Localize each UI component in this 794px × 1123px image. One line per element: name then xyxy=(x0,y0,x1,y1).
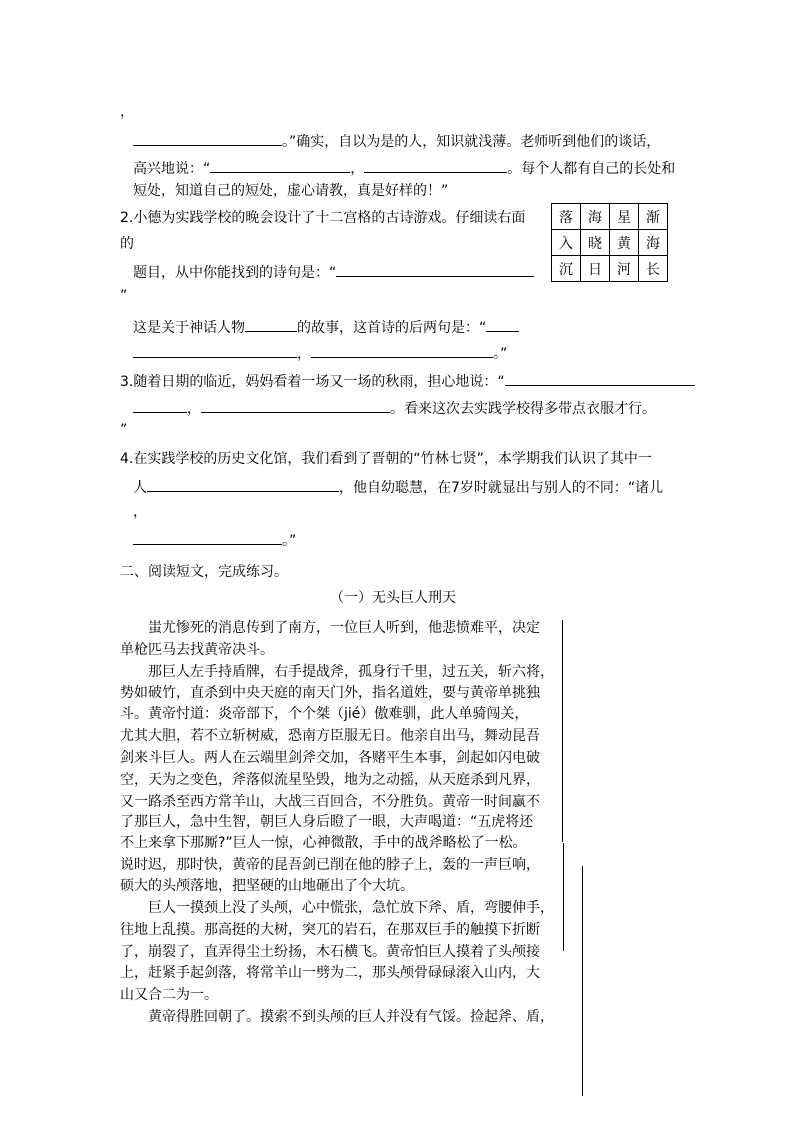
answer-blank[interactable] xyxy=(201,399,390,413)
answer-blank[interactable] xyxy=(336,263,534,277)
q3-line1 xyxy=(120,372,695,388)
q2-text: 。” xyxy=(493,346,508,362)
grid-cell: 星 xyxy=(610,204,639,230)
q3-line2 xyxy=(133,399,656,415)
answer-blank[interactable] xyxy=(147,478,339,492)
q1-comma: ， xyxy=(120,104,134,120)
answer-blank[interactable] xyxy=(210,159,350,173)
passage-line: 硕大的头颅落地，把坚硬的山地砸出了个大坑。 xyxy=(120,878,414,894)
answer-blank[interactable] xyxy=(133,531,282,545)
passage-line: 空，天为之变色，斧落似流星坠毁，地为之动摇，从天庭杀到凡界， xyxy=(120,772,540,788)
q3-line3: ” xyxy=(120,422,128,438)
answer-blank[interactable] xyxy=(245,318,297,332)
grid-cell: 海 xyxy=(581,204,610,230)
margin-rule xyxy=(562,620,563,842)
passage-line: 那巨人左手持盾牌，右手提战斧，孤身行千里，过五关，斩六将， xyxy=(148,664,554,680)
passage-line: 又一路杀至西方常羊山，大战三百回合，不分胜负。黄帝一时间赢不 xyxy=(120,794,540,810)
passage-line: 不上来拿下那厮?”巨人一惊，心神微散，手中的战斧略松了一松。 xyxy=(120,835,527,851)
grid-cell: 渐 xyxy=(639,204,668,230)
poem-grid xyxy=(551,203,668,282)
grid-cell: 沉 xyxy=(552,256,581,282)
q2-line6 xyxy=(133,344,507,360)
grid-cell: 晓 xyxy=(581,230,610,256)
grid-cell: 河 xyxy=(610,256,639,282)
passage-line: 了那巨人，急中生智，朝巨人身后瞪了一眼，大声喝道：“五虎将还 xyxy=(120,814,534,830)
q2-line5 xyxy=(133,318,519,334)
passage-line: 剑来斗巨人。两人在云端里剑斧交加，各赌平生本事，剑起如闪电破 xyxy=(120,750,540,766)
passage-line: 势如破竹，直杀到中央天庭的南天门外，指名道姓，要与黄帝单挑独 xyxy=(120,685,540,701)
q2-text: 题目，从中你能找到的诗句是：“ xyxy=(133,265,337,281)
q2-line2: 的 xyxy=(120,236,134,252)
q4-line2 xyxy=(133,478,663,494)
q2-text: ， xyxy=(297,346,311,362)
q1-text: 高兴地说：“ xyxy=(133,161,211,177)
passage-line: 往地上乱摸。那高挺的大树，突兀的岩石，在那双巨手的触摸下折断 xyxy=(120,922,540,938)
passage-line: 巨人一摸颈上没了头颅，心中慌张，急忙放下斧、盾，弯腰伸手， xyxy=(148,900,554,916)
grid-cell: 落 xyxy=(552,204,581,230)
q1-text: ， xyxy=(350,161,365,177)
q2-line3 xyxy=(133,263,534,279)
passage-line: 尤其大胆，若不立斩树威，恐南方臣服无日。他亲自出马，舞动昆吾 xyxy=(120,728,540,744)
q1-line3 xyxy=(133,159,675,175)
grid-cell: 黄 xyxy=(610,230,639,256)
passage-line: 上，赶紧手起剑落，将常羊山一劈为二，那头颅骨碌碌滚入山内，大 xyxy=(120,965,540,981)
q3-text: 。看来这次去实践学校得多带点衣服才行。 xyxy=(390,401,656,417)
answer-blank[interactable] xyxy=(364,159,507,173)
q3-text: 3.随着日期的临近，妈妈看着一场又一场的秋雨，担心地说：“ xyxy=(120,374,505,390)
q4-text: 人 xyxy=(133,480,147,496)
q2-text: 的故事，这首诗的后两句是：“ xyxy=(297,320,487,336)
q1-text: 。”确实，自以为是的人，知识就浅薄。老师听到他们的谈话， xyxy=(282,134,661,150)
margin-rule xyxy=(582,866,583,1096)
margin-rule xyxy=(563,843,564,951)
q4-text: ，他自幼聪慧，在7岁时就显出与别人的不同：“诸儿 xyxy=(339,480,664,496)
q3-text: ， xyxy=(187,401,201,417)
grid-cell: 海 xyxy=(639,230,668,256)
passage-line: 蚩尤惨死的消息传到了南方，一位巨人听到，他悲愤难平，决定 xyxy=(148,620,540,636)
q4-line1: 4.在实践学校的历史文化馆，我们看到了晋朝的“竹林七贤”，本学期我们认识了其中一 xyxy=(120,451,652,467)
q2-text: 这是关于神话人物 xyxy=(133,320,245,336)
q1-line4: 短处，知道自己的短处，虚心请教，真是好样的！” xyxy=(133,183,449,199)
grid-cell: 日 xyxy=(581,256,610,282)
answer-blank[interactable] xyxy=(311,344,493,358)
passage-line: 黄帝得胜回朝了。摸索不到头颅的巨人并没有气馁。捡起斧、盾， xyxy=(148,1009,554,1025)
section-heading: 二、阅读短文，完成练习。 xyxy=(120,564,288,580)
passage-title: （一）无头巨人刑天 xyxy=(330,590,456,606)
grid-cell: 入 xyxy=(552,230,581,256)
answer-blank[interactable] xyxy=(133,132,282,146)
q1-text: 。每个人都有自己的长处和 xyxy=(507,161,676,177)
q4-line4 xyxy=(133,531,296,547)
q1-line2 xyxy=(133,132,660,148)
q4-line3: ， xyxy=(133,504,147,520)
q4-text: 。” xyxy=(282,533,297,549)
q2-line4: ” xyxy=(120,288,128,304)
grid-cell: 长 xyxy=(639,256,668,282)
passage-line: 单枪匹马去找黄帝决斗。 xyxy=(120,642,274,658)
passage-line: 了，崩裂了，直弄得尘土纷扬，木石横飞。黄帝怕巨人摸着了头颅接 xyxy=(120,944,540,960)
answer-blank[interactable] xyxy=(133,344,297,358)
passage-line: 说时迟，那时快，黄帝的昆吾剑已削在他的脖子上，轰的一声巨响， xyxy=(120,857,540,873)
answer-blank[interactable] xyxy=(505,372,695,386)
answer-blank[interactable] xyxy=(486,318,519,332)
passage-line: 斗。黄帝忖道：炎帝部下，个个桀（jié）傲难驯，此人单骑闯关， xyxy=(120,706,529,722)
answer-blank[interactable] xyxy=(133,399,187,413)
passage-line: 山又合二为一。 xyxy=(120,987,218,1003)
q2-line1: 2.小德为实践学校的晚会设计了十二宫格的古诗游戏。仔细读右面 xyxy=(120,210,526,226)
